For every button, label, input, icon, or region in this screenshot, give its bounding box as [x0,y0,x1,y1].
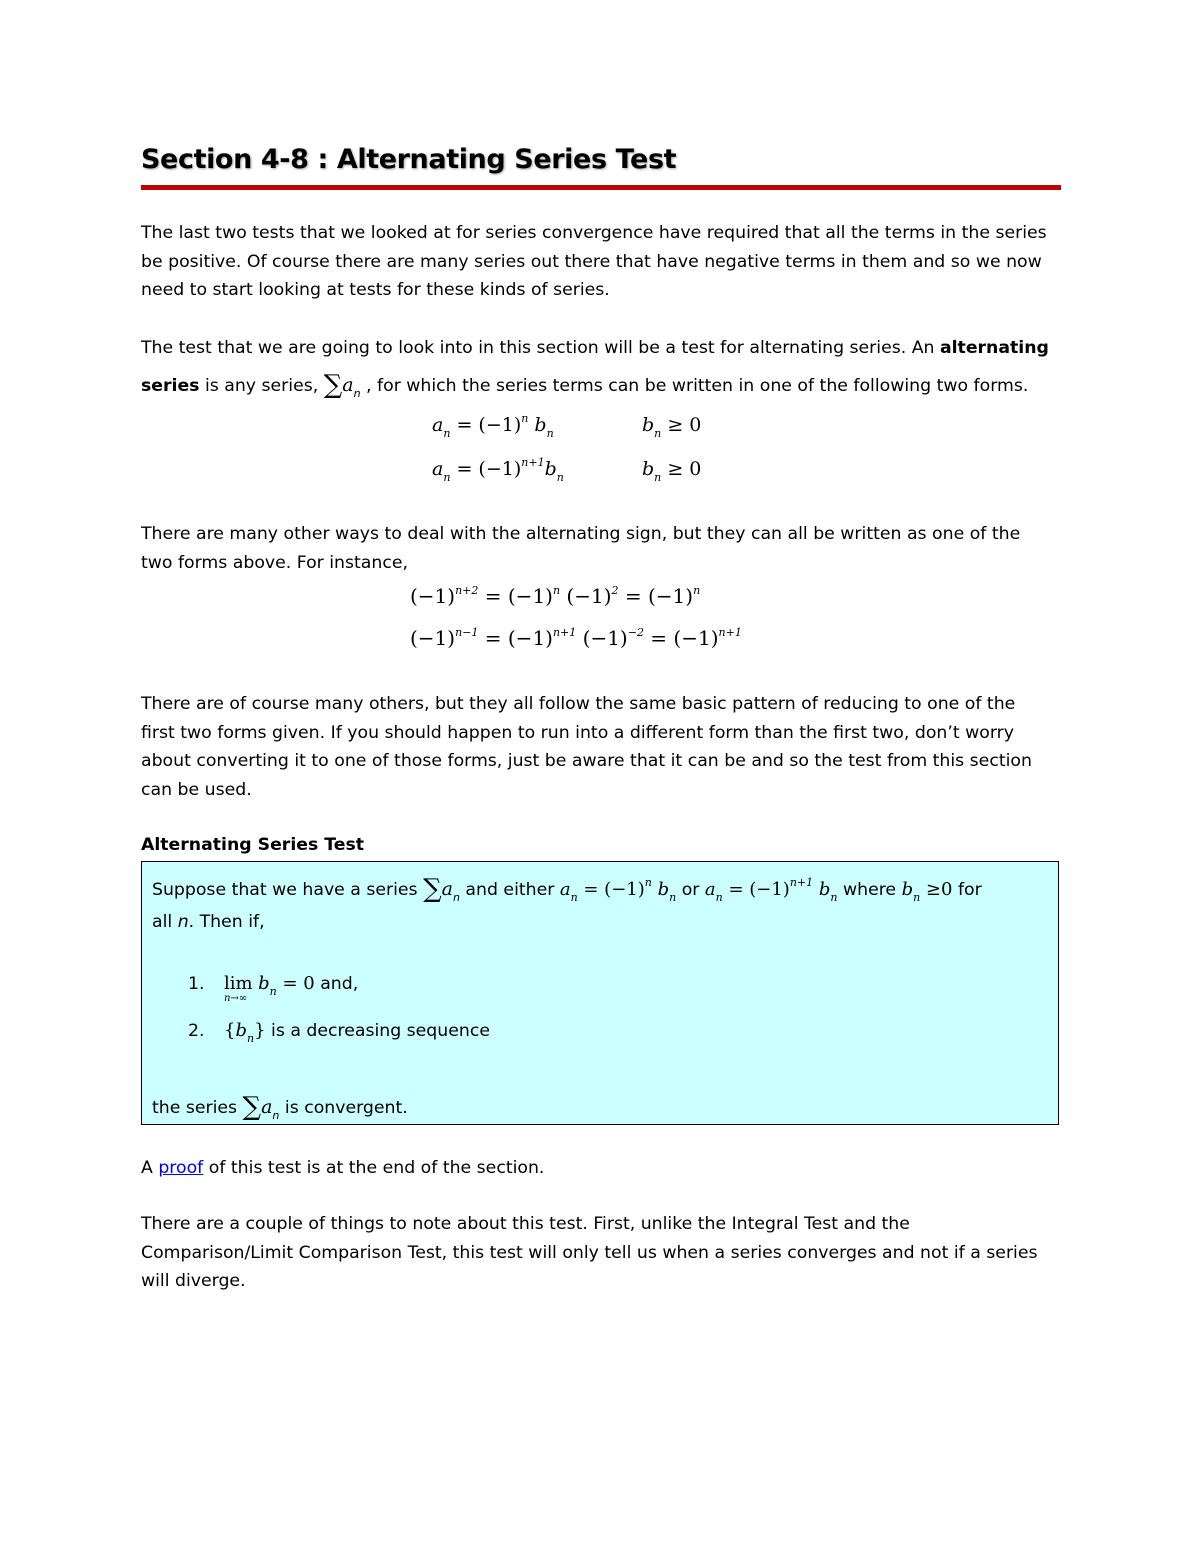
notes-paragraph: There are a couple of things to note about this test. First, unlike the Integral Test and the Comparison/Limit Comparison Test, this test will only tell us when a series converges and not if a series will diverge. [141,1214,1038,1291]
sum-a-n: $\sum a_n$ [242,1092,280,1122]
term-series: series [141,375,200,396]
definition-paragraph [141,334,1061,402]
proof-link[interactable]: proof [158,1158,204,1178]
page-title: Section 4-8 : Alternating Series Test [141,144,677,175]
box-conclusion: the series $\sum a_n$ is convergent. [152,1092,408,1122]
condition-item-1: 1. lim n→∞ $b_n = 0$ and, [188,973,359,1004]
test-heading: Alternating Series Test [141,835,365,855]
sequence-b-n: $\{b_n\}$ [224,1020,266,1045]
form-1: $a_n = (-1)^n$ $b_n$ [559,876,677,904]
others-paragraph: There are of course many others, but they all follow the same basic pattern of reducing to one of the first two forms given. If you should happen to run into a different form than the first two, don’t worry about converting it to one of those forms, just be aware that it can be and so the test from this section can be used. [141,694,1032,800]
box-line-1: Suppose that we have a series $\sum a_n$ and either $a_n = (-1)^n$ $b_n$ or $a_n = (-1)^{n+1}$ $b_n$ where $b_n \ge 0$ for [152,874,982,904]
intro-line: need to start looking at tests for these kinds of series. [141,280,610,300]
form-row-1-condition: $b_n \ge 0$ [642,414,702,440]
alternating-series-test-box [141,861,1059,1125]
condition-b-n: $b_n \ge 0$ [901,879,953,904]
intro-paragraph [141,219,1061,305]
proof-paragraph: A proof of this test is at the end of the section. [141,1158,545,1178]
sum-a-n: $\sum a_n$ [323,369,361,400]
identity-row-2: $(-1)^{n-1} = (-1)^{n+1}$ $(-1)^{-2} = (-1)^{n+1}$ [410,626,742,650]
form-row-1: $a_n = (-1)^n$ $b_n$ [432,412,554,440]
form-row-2-condition: $b_n \ge 0$ [642,458,702,484]
definition-line-2: series is any series, $\sum a_n$ , for which the series terms can be written in one of the following two forms. [141,369,1029,400]
other-ways-paragraph: There are many other ways to deal with the alternating sign, but they can all be written as one of the two forms above. For instance, [141,524,1021,573]
intro-line: The last two tests that we looked at for series convergence have required that all the terms in the series [141,223,1047,243]
form-2: $a_n = (-1)^{n+1}$ $b_n$ [704,876,838,904]
box-line-2: all n. Then if, [152,912,265,932]
limit-expression: lim n→∞ [224,973,253,1004]
condition-item-2: 2. $\{b_n\}$ is a decreasing sequence [188,1020,490,1045]
sum-a-n: $\sum a_n$ [423,874,460,904]
identity-row-1: $(-1)^{n+2} = (-1)^n$ $(-1)^2 = (-1)^n$ [410,584,701,608]
term-alternating: alternating [939,338,1049,358]
form-row-2: $a_n = (-1)^{n+1}b_n$ [432,456,564,484]
title-underline [141,185,1061,190]
definition-line-1: The test that we are going to look into in this section will be a test for alternating series. An alternating [141,338,1049,358]
intro-line: be positive. Of course there are many series out there that have negative terms in them and so we now [141,251,1042,272]
